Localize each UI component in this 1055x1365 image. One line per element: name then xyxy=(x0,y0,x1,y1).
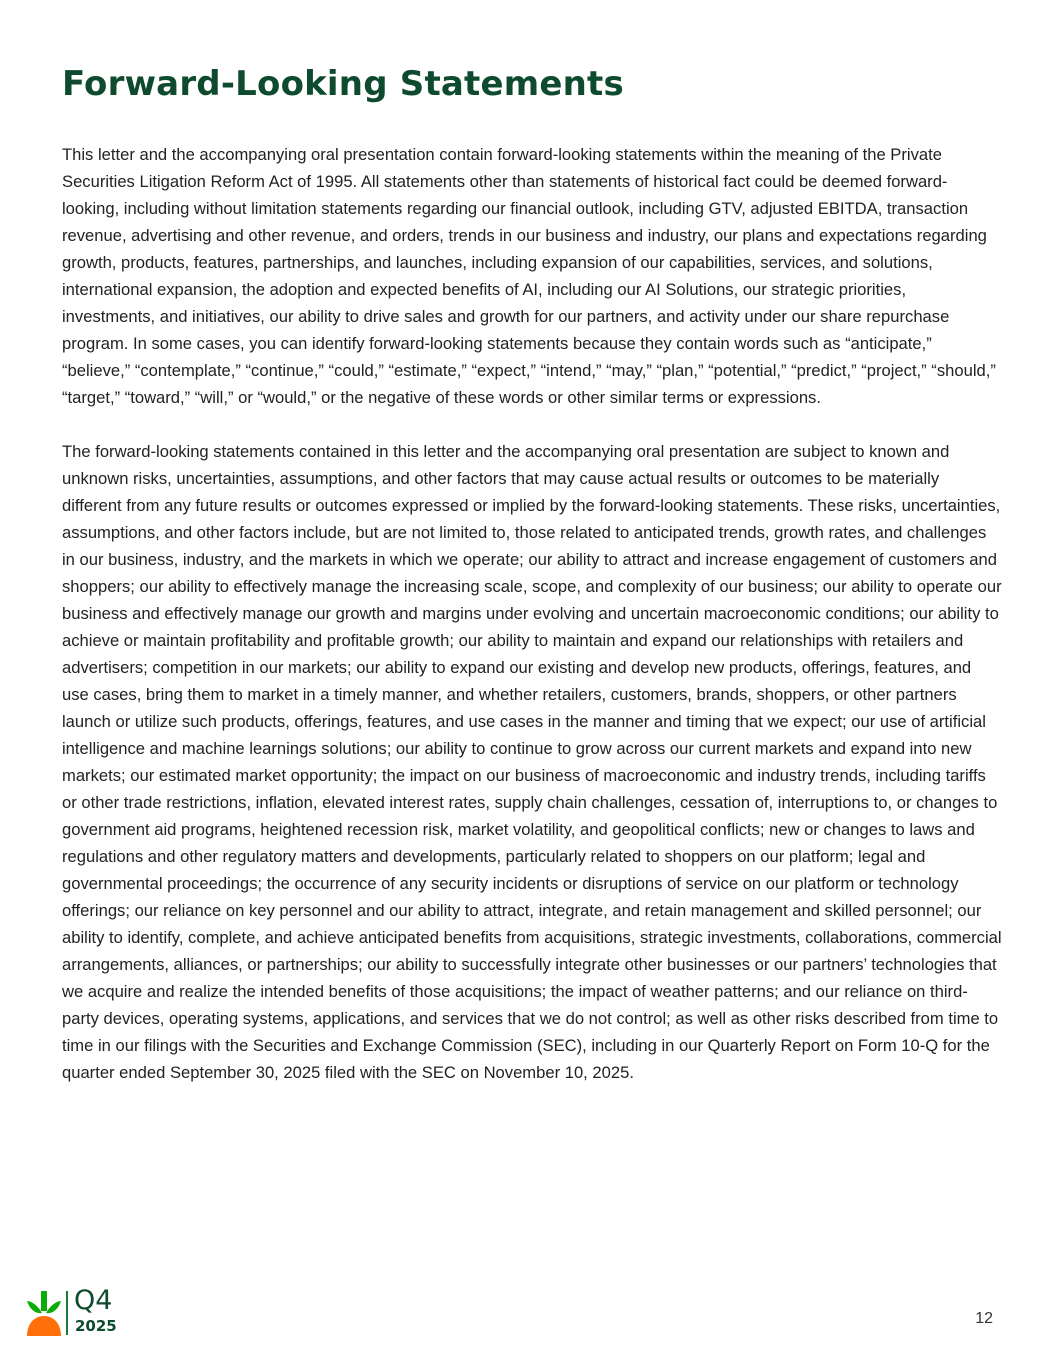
paragraph-1: This letter and the accompanying oral presentation contain forward-looking statements within the meaning of the Private Securities Litigation Reform Act of 1995. All statements other than statements of historical fact could be deemed forward-looking, including without limitation statements regarding our financial outlook, including GTV, adjusted EBITDA, transaction revenue, advertising and other revenue, and orders, trends in our business and industry, our plans and expectations regarding growth, products, features, partnerships, and launches, including expansion of our capabilities, services, and solutions, international expansion, the adoption and expected benefits of AI, including our AI Solutions, our strategic priorities, investments, and initiatives, our ability to drive sales and growth for our partners, and activity under our share repurchase program. In some cases, you can identify forward-looking statements because they contain words such as “anticipate,” “believe,” “contemplate,” “continue,” “could,” “estimate,” “expect,” “intend,” “may,” “plan,” “potential,” “predict,” “project,” “should,” “target,” “toward,” “will,” or “would,” or the negative of these words or other similar terms or expressions. xyxy=(62,145,996,407)
logo-divider xyxy=(66,1291,68,1335)
page-title: Forward-Looking Statements xyxy=(62,64,624,104)
quarter-logo xyxy=(25,1285,135,1339)
logo-year: 2025 xyxy=(75,1317,117,1335)
carrot-logo-icon xyxy=(25,1289,63,1337)
logo-quarter: Q4 xyxy=(74,1285,113,1316)
paragraph-2: The forward-looking statements contained in this letter and the accompanying oral presentation are subject to known and unknown risks, uncertainties, assumptions, and other factors that may cause actual results or outcomes to be materially different from any future results or outcomes expressed or implied by the forward-looking statements. These risks, uncertainties, assumptions, and other factors include, but are not limited to, those related to anticipated trends, growth rates, and challenges in our business, industry, and the markets in which we operate; our ability to attract and increase engagement of customers and shoppers; our ability to effectively manage the increasing scale, scope, and complexity of our business; our ability to operate our business and effectively manage our growth and margins under evolving and uncertain macroeconomic conditions; our ability to achieve or maintain profitability and profitable growth; our ability to maintain and expand our relationships with retailers and advertisers; competition in our markets; our ability to expand our existing and develop new products, offerings, features, and use cases, bring them to market in a timely manner, and whether retailers, customers, brands, shoppers, or other partners launch or utilize such products, offerings, features, and use cases in the manner and timing that we expect; our use of artificial intelligence and machine learnings solutions; our ability to continue to grow across our current markets and expand into new markets; our estimated market opportunity; the impact on our business of macroeconomic and industry trends, including tariffs or other trade restrictions, inflation, elevated interest rates, supply chain challenges, cessation of, interruptions to, or changes to government aid programs, heightened recession risk, market volatility, and geopolitical conflicts; new or changes to laws and regulations and other regulatory matters and developments, particularly related to shoppers on our platform; legal and governmental proceedings; the occurrence of any security incidents or disruptions of service on our platform or technology offerings; our reliance on key personnel and our ability to attract, integrate, and retain management and skilled personnel; our ability to identify, complete, and achieve anticipated benefits from acquisitions, strategic investments, collaborations, commercial arrangements, alliances, or partnerships; our ability to successfully integrate other businesses or our partners’ technologies that we acquire and realize the intended benefits of those acquisitions; the impact of weather patterns; and our reliance on third-party devices, operating systems, applications, and services that we do not control; as well as other risks described from time to time in our filings with the Securities and Exchange Commission (SEC), including in our Quarterly Report on Form 10-Q for the quarter ended September 30, 2025 filed with the SEC on November 10, 2025. xyxy=(62,442,1002,1082)
page-number: 12 xyxy=(975,1310,993,1327)
statement-body xyxy=(62,141,1002,1113)
